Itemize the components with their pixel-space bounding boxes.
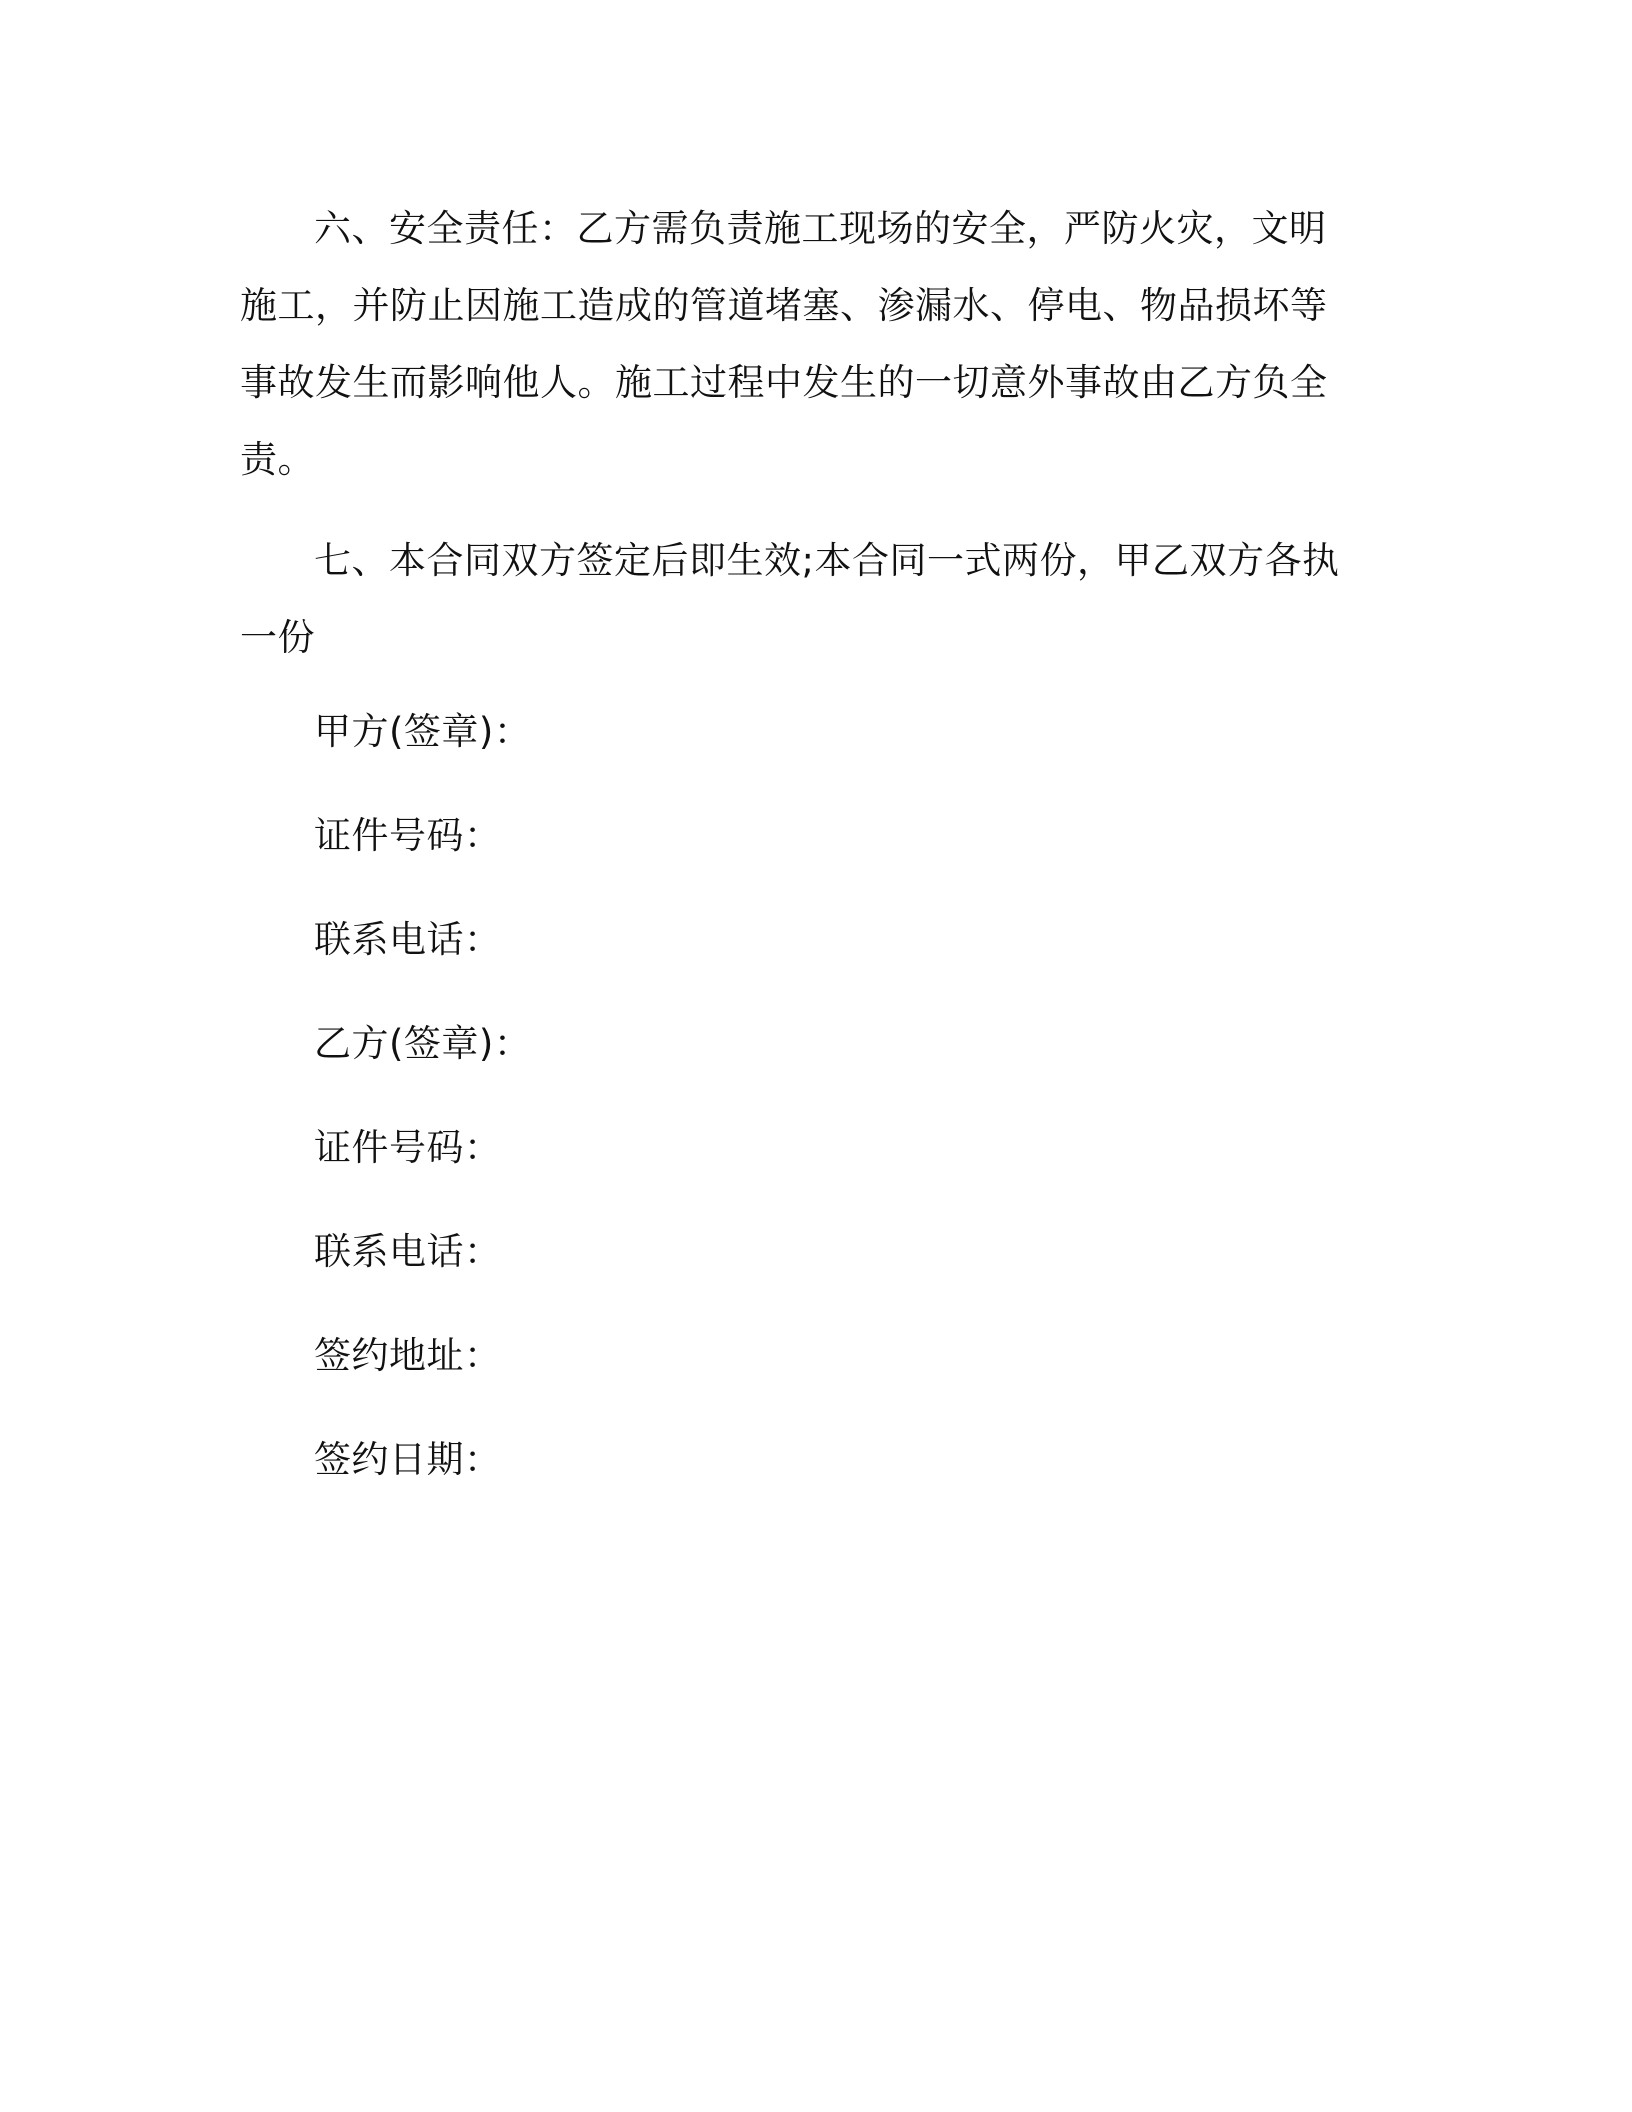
clause-seven-effectiveness: 七、本合同双方签定后即生效;本合同一式两份，甲乙双方各执一份: [240, 539, 1340, 659]
signing-address-label: 签约地址：: [314, 1334, 502, 1377]
clause-six-safety-responsibility: 六、安全责任：乙方需负责施工现场的安全，严防火灾，文明施工，并防止因施工造成的管道堵塞、渗漏水、停电、物品损坏等事故发生而影响他人。施工过程中发生的一切意外事故由乙方负全责。: [240, 207, 1328, 481]
party-a-seal-label: 甲方(签章)：: [314, 710, 532, 753]
party-a-id-number-label: 证件号码：: [314, 814, 502, 857]
signature-fields: [240, 706, 1360, 1486]
signing-date-label: 签约日期：: [314, 1438, 502, 1481]
party-b-phone-label: 联系电话：: [314, 1230, 502, 1273]
document-body: [240, 190, 1360, 1486]
party-a-phone-label: 联系电话：: [314, 918, 502, 961]
party-b-seal-label: 乙方(签章)：: [314, 1022, 532, 1065]
party-b-id-number-label: 证件号码：: [314, 1126, 502, 1169]
